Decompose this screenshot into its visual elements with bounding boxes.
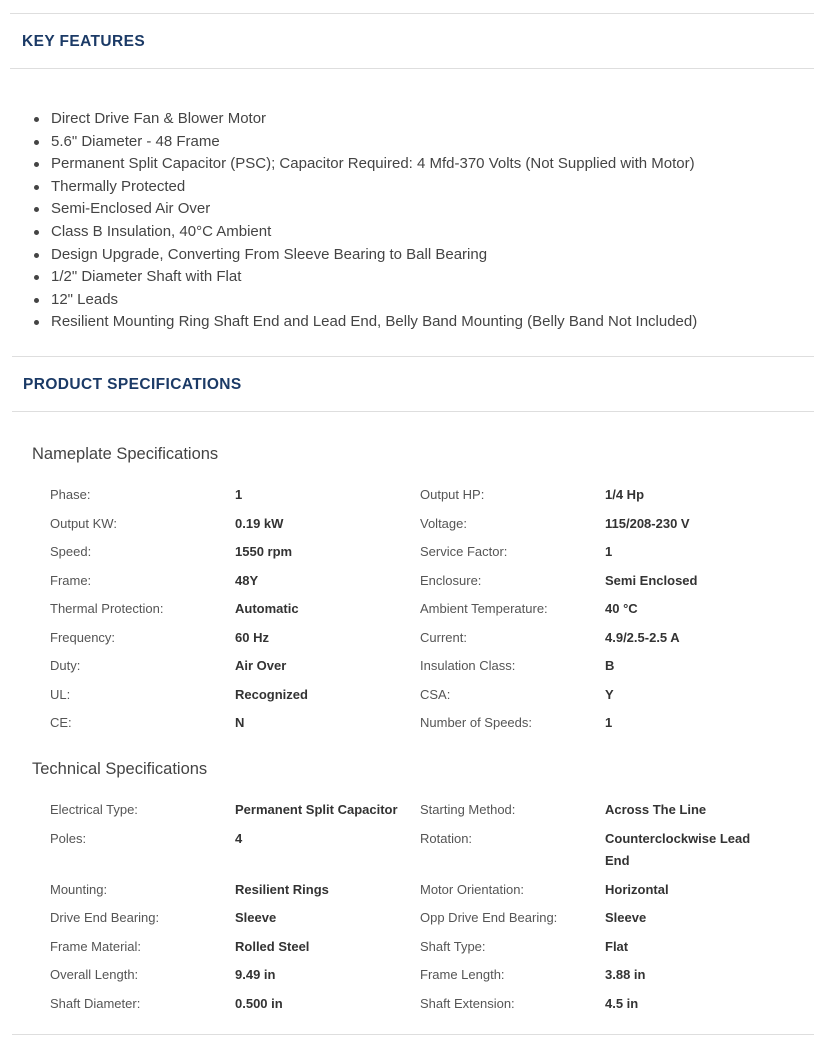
nameplate-specifications-heading: Nameplate Specifications: [32, 445, 219, 463]
feature-item: Resilient Mounting Ring Shaft End and Lead End, Belly Band Mounting (Belly Band Not Included): [34, 311, 814, 334]
spec-label: Shaft Extension:: [420, 995, 515, 1011]
product-specs-divider: [12, 411, 814, 412]
spec-label: Duty:: [50, 658, 81, 673]
spec-value: 1550 rpm: [235, 544, 293, 559]
technical-specifications-heading: Technical Specifications: [32, 760, 208, 778]
spec-label: Drive End Bearing:: [50, 910, 160, 925]
spec-value: 0.19 kW: [235, 515, 284, 531]
spec-label: Frame Length:: [420, 967, 505, 982]
spec-label: Mounting:: [50, 881, 108, 897]
product-specs-top-divider: [12, 356, 814, 357]
spec-label: Current:: [420, 629, 467, 645]
key-features-list: [34, 108, 814, 334]
spec-value: 115/208-230 V: [605, 515, 690, 531]
spec-value: Sleeve: [235, 910, 277, 925]
feature-item: Semi-Enclosed Air Over: [34, 198, 814, 221]
spec-value: 1/4 Hp: [605, 487, 645, 502]
spec-value: Sleeve: [605, 910, 647, 925]
spec-label: UL:: [50, 686, 71, 702]
spec-value: 4.9/2.5-2.5 A: [605, 629, 680, 645]
feature-item: Design Upgrade, Converting From Sleeve Bearing to Ball Bearing: [34, 244, 814, 267]
spec-label: Voltage:: [420, 515, 467, 531]
spec-label: Thermal Protection:: [50, 601, 164, 616]
feature-item: Class B Insulation, 40°C Ambient: [34, 221, 814, 244]
feature-item: Permanent Split Capacitor (PSC); Capacitor Required: 4 Mfd-370 Volts (Not Supplied with Motor): [34, 153, 814, 176]
spec-value: Flat: [605, 938, 629, 954]
spec-label: Frame Material:: [50, 938, 142, 954]
spec-value: Resilient Rings: [235, 881, 329, 897]
spec-value: 4.5 in: [605, 995, 639, 1011]
spec-value: Horizontal: [605, 881, 669, 897]
spec-value: 9.49 in: [235, 967, 276, 982]
key-features-divider: [10, 68, 814, 69]
spec-label: Insulation Class:: [420, 658, 516, 673]
spec-value: 1: [605, 715, 613, 730]
product-specifications-heading: PRODUCT SPECIFICATIONS: [23, 376, 242, 393]
spec-label: Opp Drive End Bearing:: [420, 910, 558, 925]
spec-value: 1: [235, 487, 243, 502]
spec-label: Output HP:: [420, 487, 485, 502]
spec-value: Rolled Steel: [235, 938, 310, 954]
spec-value: Permanent Split Capacitor: [235, 802, 398, 817]
spec-label: Overall Length:: [50, 967, 139, 982]
spec-label: Service Factor:: [420, 544, 508, 559]
top-divider: [10, 13, 814, 14]
spec-label: Frame:: [50, 572, 92, 588]
feature-item: 5.6" Diameter - 48 Frame: [34, 131, 814, 154]
spec-label: Frequency:: [50, 629, 116, 645]
spec-value: Counterclockwise Lead End: [605, 831, 751, 868]
spec-value: Automatic: [235, 601, 299, 616]
spec-value: Air Over: [235, 658, 287, 673]
spec-value: 40 °C: [605, 601, 638, 616]
spec-label: CSA:: [420, 686, 451, 702]
spec-value: 0.500 in: [235, 995, 283, 1011]
spec-label: Speed:: [50, 544, 92, 559]
spec-label: Enclosure:: [420, 572, 482, 588]
feature-item: Direct Drive Fan & Blower Motor: [34, 108, 814, 131]
spec-value: Y: [605, 686, 614, 702]
spec-value: 4: [235, 831, 243, 846]
spec-value: Across The Line: [605, 802, 707, 817]
feature-item: 1/2" Diameter Shaft with Flat: [34, 266, 814, 289]
spec-label: Ambient Temperature:: [420, 601, 548, 616]
feature-item: 12" Leads: [34, 289, 814, 312]
spec-value: B: [605, 658, 615, 673]
spec-label: Poles:: [50, 831, 87, 846]
spec-label: Electrical Type:: [50, 802, 138, 817]
spec-label: CE:: [50, 715, 72, 730]
spec-value: 1: [605, 544, 613, 559]
spec-label: Starting Method:: [420, 802, 516, 817]
spec-label: Rotation:: [420, 831, 473, 846]
key-features-heading: KEY FEATURES: [22, 33, 146, 50]
spec-value: 3.88 in: [605, 967, 646, 982]
spec-label: Shaft Diameter:: [50, 995, 141, 1011]
spec-label: Number of Speeds:: [420, 715, 533, 730]
spec-value: Semi Enclosed: [605, 572, 698, 588]
spec-label: Motor Orientation:: [420, 881, 525, 897]
feature-item: Thermally Protected: [34, 176, 814, 199]
spec-label: Phase:: [50, 487, 91, 502]
spec-value: Recognized: [235, 686, 308, 702]
bottom-divider: [12, 1034, 814, 1035]
spec-label: Output KW:: [50, 515, 117, 531]
spec-value: N: [235, 715, 245, 730]
spec-label: Shaft Type:: [420, 938, 486, 954]
spec-value: 60 Hz: [235, 629, 269, 645]
spec-value: 48Y: [235, 572, 259, 588]
